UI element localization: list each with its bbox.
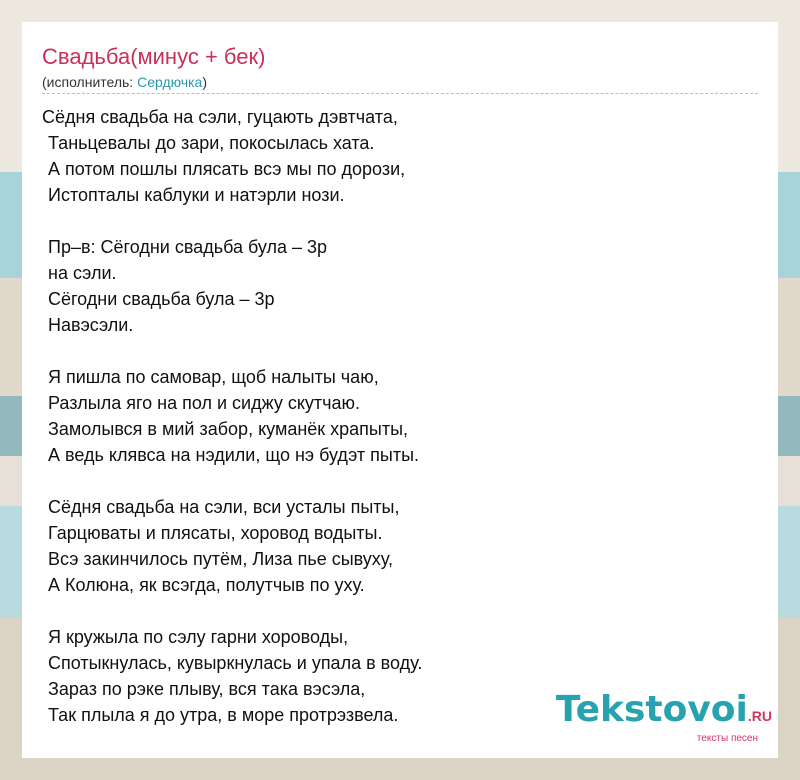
performer-prefix: (исполнитель:	[42, 74, 138, 90]
divider	[42, 93, 758, 94]
lyric-line: Я кружыла по сэлу гарни хороводы,	[48, 627, 349, 647]
lyric-line: Разлыла яго на пол и сиджу скутчаю.	[48, 393, 361, 413]
performer-link[interactable]: Сердючка	[137, 74, 203, 90]
lyrics-card	[22, 22, 778, 758]
lyric-line: А потом пошлы плясать всэ мы по дорози,	[48, 159, 406, 179]
lyric-line	[42, 468, 762, 494]
lyric-line	[42, 338, 762, 364]
lyric-line: Таньцевалы до зари, покосылась хата.	[48, 133, 375, 153]
performer-suffix: )	[202, 74, 208, 90]
lyric-line: Я пишла по самовар, щоб налыты чаю,	[48, 367, 379, 387]
lyric-line	[42, 598, 762, 624]
lyric-line: А ведь клявса на нэдили, що нэ будэт пыты.	[48, 445, 420, 465]
lyric-line: Спотыкнулась, кувыркнулась и упала в воду.	[48, 653, 423, 673]
lyric-line: Замолывся в мий забор, куманёк храпыты,	[48, 419, 409, 439]
song-title: Свадьба(минус + бек)	[42, 44, 266, 69]
lyric-line: на сэли.	[48, 263, 117, 283]
lyric-line: Сёдня свадьба на сэли, гуцають дэвтчата,	[42, 107, 398, 127]
lyric-line: А Колюна, як всэгда, полутчыв по уху.	[48, 575, 365, 595]
site-logo[interactable]	[555, 689, 772, 744]
lyric-line	[42, 208, 762, 234]
lyrics-text	[42, 104, 762, 728]
lyric-line: Зараз по рэке плыву, вся така вэсэла,	[48, 679, 366, 699]
lyric-line: Всэ закинчилось путём, Лиза пье сывуху,	[48, 549, 394, 569]
lyric-line: Так плыла я до утра, в море протрэзвела.	[48, 705, 399, 725]
lyric-line: Сёдня свадьба на сэли, вси усталы пыты,	[48, 497, 400, 517]
lyric-line: Пр–в: Сёгодни свадьба була – 3р	[48, 237, 328, 257]
logo-subtitle: тексты песен	[696, 733, 758, 744]
logo-wordmark: Tekstovoi	[555, 689, 748, 730]
lyric-line: Сёгодни свадьба була – 3р	[48, 289, 275, 309]
lyric-line: Навэсэли.	[48, 315, 134, 335]
logo-tld: .RU	[747, 708, 772, 724]
lyric-line: Гарцюваты и плясаты, хоровод водыты.	[48, 523, 383, 543]
lyric-line: Истопталы каблуки и натэрли нози.	[48, 185, 345, 205]
performer-line	[42, 74, 207, 90]
